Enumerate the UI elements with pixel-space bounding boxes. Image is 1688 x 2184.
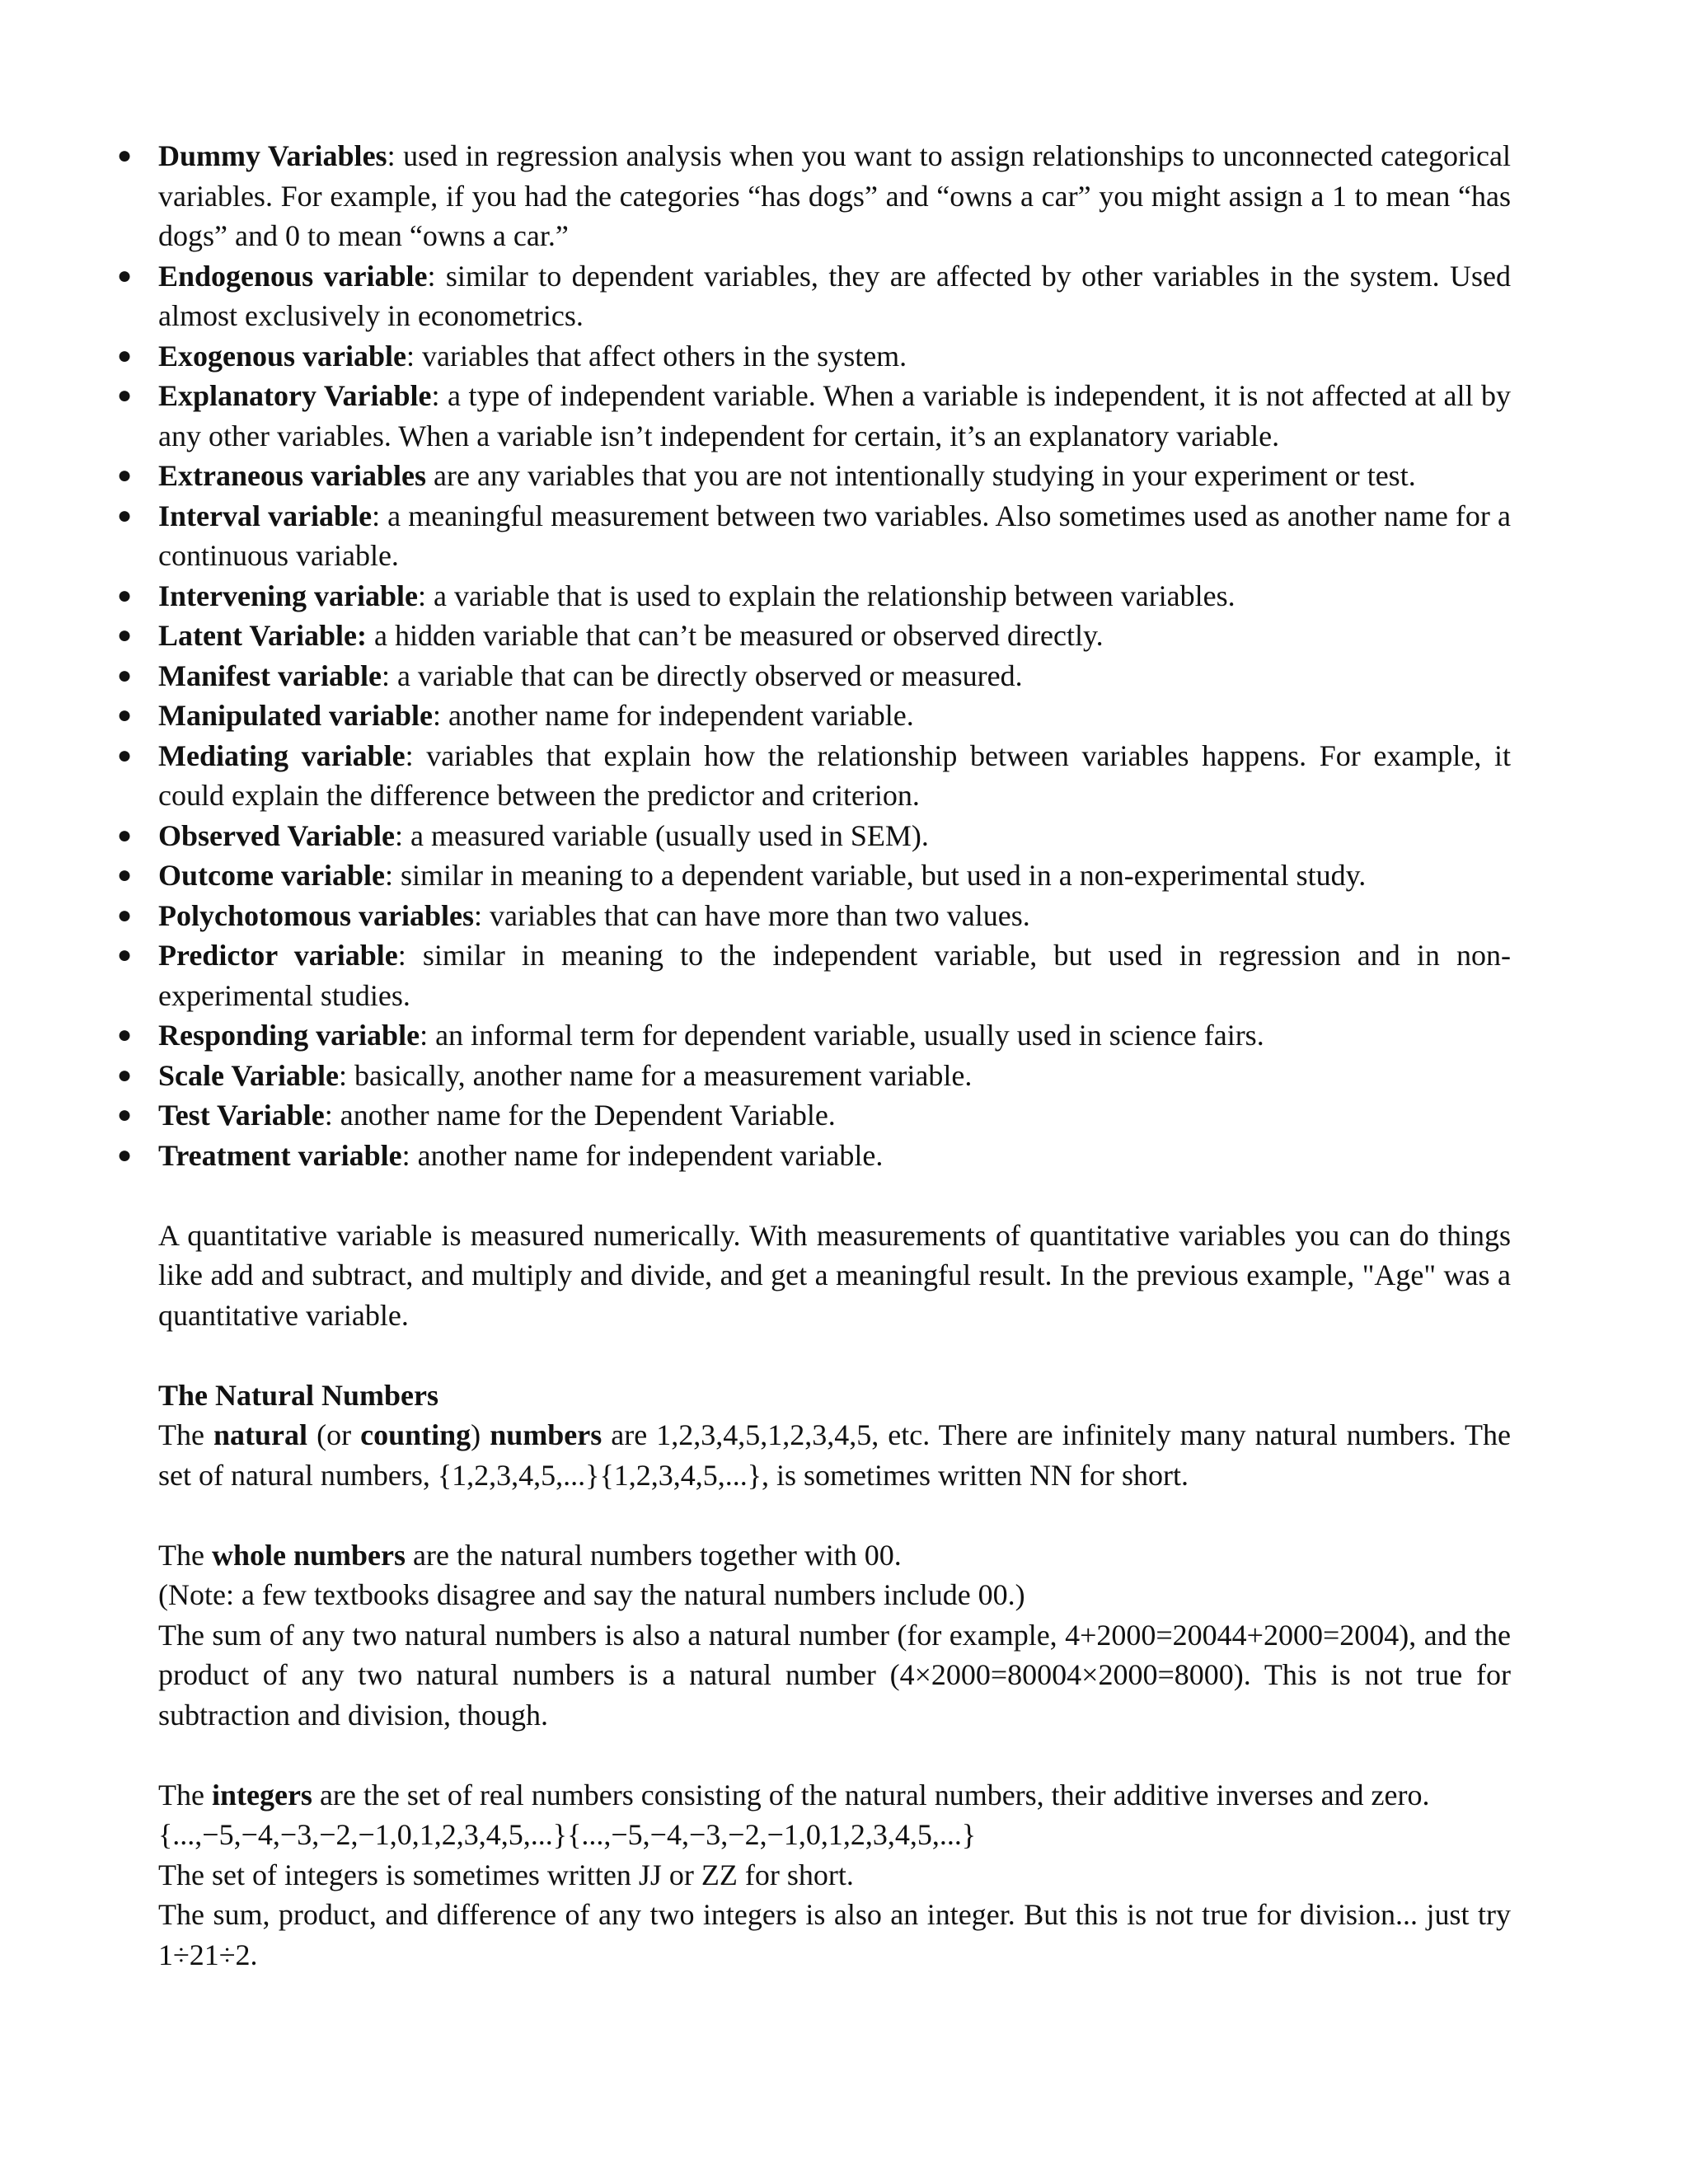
- list-item: [117, 935, 1511, 1015]
- bullet-icon: ●: [117, 581, 133, 609]
- list-item: [117, 816, 1511, 856]
- definition-term: Manifest variable: [158, 658, 382, 692]
- definition-text: : another name for the Dependent Variable.: [324, 1099, 836, 1132]
- text-run: are the natural numbers together with 00.: [406, 1538, 902, 1572]
- list-item: [117, 1095, 1511, 1136]
- text-run: ): [471, 1418, 490, 1451]
- definition-text: : similar to dependent variables, they are affected by other variables in the system. Used almost exclusively in econometrics.: [158, 259, 1511, 332]
- definition-term: Dummy Variables: [158, 139, 387, 172]
- bullet-icon: ●: [117, 1021, 133, 1048]
- definition-term: Extraneous variables: [158, 459, 427, 492]
- definitions-list: [117, 136, 1512, 1175]
- list-item: [117, 376, 1511, 456]
- bullet-icon: ●: [117, 462, 133, 489]
- definition-term: Outcome variable: [158, 859, 385, 892]
- spacer: [158, 1735, 1511, 1775]
- list-item: [117, 256, 1511, 336]
- whole-numbers-paragraph: [158, 1535, 1511, 1576]
- definition-text: : a measured variable (usually used in SEM).: [395, 818, 929, 852]
- definition-term: Explanatory Variable: [158, 379, 432, 412]
- bullet-icon: ●: [117, 701, 133, 729]
- bullet-icon: ●: [117, 901, 133, 929]
- bullet-icon: ●: [117, 821, 133, 849]
- definition-term: Treatment variable: [158, 1138, 402, 1172]
- definition-text: : variables that can have more than two values.: [474, 898, 1030, 932]
- bullet-icon: ●: [117, 1141, 133, 1169]
- bold-term: counting: [360, 1418, 471, 1451]
- text-run: The: [158, 1538, 212, 1572]
- quantitative-paragraph: A quantitative variable is measured numerically. With measurements of quantitative variables you can do things like add and subtract, and multiply and divide, and get a meaningful result. In the previous example, "Age" was a quantitative variable.: [158, 1218, 1511, 1332]
- list-item: [117, 855, 1511, 896]
- definition-term: Intervening variable: [158, 579, 418, 612]
- bullet-icon: ●: [117, 661, 133, 689]
- definition-term: Responding variable: [158, 1019, 420, 1052]
- definition-term: Endogenous variable: [158, 259, 428, 293]
- definition-text: : a variable that can be directly observed or measured.: [381, 658, 1023, 692]
- definition-term: Test Variable: [158, 1099, 325, 1132]
- definition-term: Predictor variable: [158, 939, 398, 972]
- list-item: [117, 896, 1511, 936]
- text-run: are 1,2,3,4,5,1,2,3,4,5, etc. There are infinitely many natural numbers. The set of natural numbers, {1,2,3,4,5,...}{1,2,3,4,5,...}, is sometimes written NN for short.: [158, 1418, 1512, 1492]
- list-item: [117, 616, 1511, 656]
- definition-text: are any variables that you are not intentionally studying in your experiment or test.: [426, 459, 1416, 492]
- text-run: are the set of real numbers consisting of the natural numbers, their additive inverses and zero.: [312, 1778, 1430, 1811]
- definition-text: : a type of independent variable. When a variable is independent, it is not affected at all by any other variables. When a variable isn’t independent for certain, it’s an explanatory variable.: [158, 379, 1511, 452]
- list-item: [117, 736, 1511, 816]
- list-item: [117, 656, 1511, 696]
- text-run: The: [158, 1418, 214, 1451]
- definition-text: : an informal term for dependent variable, usually used in science fairs.: [420, 1019, 1264, 1052]
- definition-text: : variables that affect others in the system.: [406, 339, 907, 373]
- definition-text: : used in regression analysis when you want to assign relationships to unconnected categorical variables. For example, if you had the categories “has dogs” and “owns a car” you might assign a 1 to mean “has dogs” and 0 to mean “owns a car.”: [158, 139, 1512, 252]
- definition-term: Interval variable: [158, 499, 373, 532]
- bullet-icon: ●: [117, 861, 133, 888]
- definition-text: : a variable that is used to explain the relationship between variables.: [417, 579, 1236, 612]
- whole-numbers-note: (Note: a few textbooks disagree and say the natural numbers include 00.): [158, 1578, 1025, 1611]
- integers-sum-paragraph: The sum, product, and difference of any two integers is also an integer. But this is not true for division... just try 1÷21÷2.: [158, 1898, 1511, 1971]
- definition-text: a hidden variable that can’t be measured or observed directly.: [367, 619, 1104, 652]
- definition-text: : another name for independent variable.: [433, 699, 914, 732]
- spacer: [158, 1335, 1511, 1376]
- definition-term: Latent Variable:: [158, 619, 368, 652]
- list-item: [117, 1056, 1511, 1096]
- bullet-icon: ●: [117, 261, 133, 289]
- bullet-icon: ●: [117, 382, 133, 409]
- list-item: [117, 696, 1511, 736]
- bullet-icon: ●: [117, 741, 133, 769]
- text-run: The: [158, 1778, 212, 1811]
- bold-term: numbers: [490, 1418, 603, 1451]
- spacer: [158, 1175, 1511, 1216]
- definition-term: Manipulated variable: [158, 699, 434, 732]
- natural-sum-paragraph: The sum of any two natural numbers is also a natural number (for example, 4+2000=20044+2000=2004), and the product of any two natural numbers is a natural number (4×2000=80004×2000=8000). This is not true for subtraction and division, though.: [158, 1618, 1511, 1732]
- bold-term: natural: [213, 1418, 308, 1451]
- integers-notation: The set of integers is sometimes written JJ or ZZ for short.: [158, 1858, 854, 1891]
- integers-paragraph: [158, 1775, 1511, 1816]
- list-item: [117, 336, 1511, 377]
- bullet-icon: ●: [117, 1101, 133, 1128]
- list-item: [117, 576, 1511, 616]
- list-item: [117, 1136, 1511, 1176]
- bold-term: integers: [211, 1778, 312, 1811]
- bullet-icon: ●: [117, 621, 133, 649]
- integers-set: {...,−5,−4,−3,−2,−1,0,1,2,3,4,5,...}{...,−5,−4,−3,−2,−1,0,1,2,3,4,5,...}: [158, 1818, 977, 1851]
- definition-term: Exogenous variable: [158, 339, 407, 373]
- definition-text: : basically, another name for a measurement variable.: [339, 1058, 973, 1092]
- definition-text: : similar in meaning to a dependent variable, but used in a non-experimental study.: [384, 859, 1367, 892]
- definition-text: : similar in meaning to the independent variable, but used in regression and in non-experimental studies.: [158, 939, 1511, 1012]
- section-heading: The Natural Numbers: [158, 1378, 438, 1412]
- natural-numbers-paragraph: [158, 1415, 1511, 1495]
- definition-text: : a meaningful measurement between two variables. Also sometimes used as another name for a continuous variable.: [158, 499, 1511, 572]
- bullet-icon: ●: [117, 341, 133, 369]
- definition-term: Polychotomous variables: [158, 898, 474, 932]
- bullet-icon: ●: [117, 142, 133, 169]
- list-item: [117, 136, 1512, 256]
- bullet-icon: ●: [117, 1061, 133, 1089]
- spacer: [158, 1495, 1511, 1535]
- definition-text: : variables that explain how the relationship between variables happens. For example, it could explain the difference between the predictor and criterion.: [158, 738, 1511, 812]
- list-item: [117, 456, 1511, 496]
- definition-term: Mediating variable: [158, 738, 406, 772]
- text-run: (or: [307, 1418, 361, 1451]
- definition-term: Scale Variable: [158, 1058, 340, 1092]
- definition-term: Observed Variable: [158, 818, 396, 852]
- bullet-icon: ●: [117, 501, 133, 529]
- bullet-icon: ●: [117, 941, 133, 968]
- list-item: [117, 496, 1511, 576]
- definition-text: : another name for independent variable.: [401, 1138, 884, 1172]
- list-item: [117, 1015, 1511, 1056]
- bold-term: whole numbers: [211, 1538, 406, 1572]
